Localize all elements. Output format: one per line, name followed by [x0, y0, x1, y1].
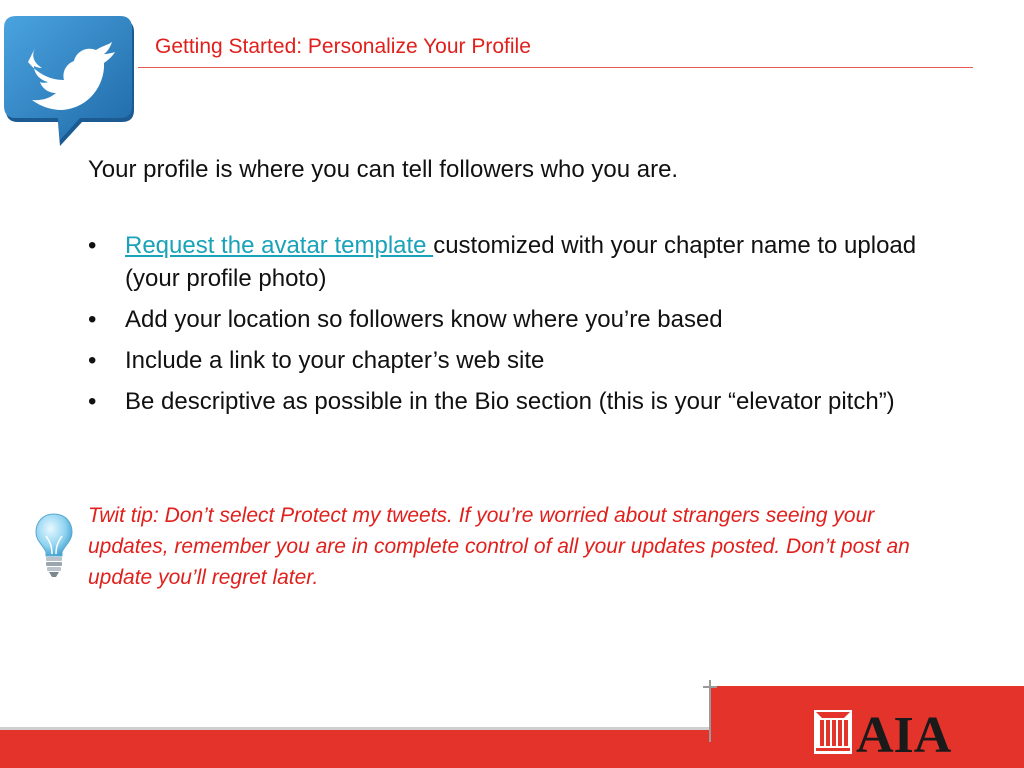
footer-crop-mark — [709, 680, 711, 742]
lightbulb-icon — [34, 512, 74, 578]
twitter-bird-speech-bubble-icon — [4, 14, 138, 150]
bullet-text: Include a link to your chapter’s web site — [125, 347, 545, 374]
bullet-text: customized with your chapter name to upload (your profile photo) — [125, 232, 917, 292]
bullet-marker: • — [88, 232, 97, 259]
list-item — [88, 303, 968, 336]
list-item — [88, 229, 968, 295]
bullet-list — [88, 229, 968, 426]
title-divider — [138, 67, 973, 68]
list-item — [88, 344, 968, 377]
bullet-text: Add your location so followers know where you’re based — [125, 306, 723, 333]
bullet-marker: • — [88, 388, 97, 415]
aia-logo — [812, 704, 958, 756]
bullet-text: Be descriptive as possible in the Bio section (this is your “elevator pitch”) — [125, 388, 895, 415]
list-item — [88, 385, 968, 418]
intro-text: Your profile is where you can tell followers who you are. — [88, 156, 679, 183]
request-avatar-template-link[interactable]: Request the avatar template — [125, 232, 434, 259]
footer-crop-mark — [703, 686, 717, 688]
page-title: Getting Started: Personalize Your Profile — [155, 35, 531, 58]
aia-column-emblem-icon — [814, 710, 852, 754]
bullet-marker: • — [88, 306, 97, 333]
aia-logo-text: AIA — [856, 707, 952, 756]
bullet-marker: • — [88, 347, 97, 374]
twit-tip-text: Twit tip: Don’t select Protect my tweets. If you’re worried about strangers seeing your updates, remember you are in complete control of all your updates posted. Don’t post an update you’ll regret later. — [88, 504, 910, 589]
